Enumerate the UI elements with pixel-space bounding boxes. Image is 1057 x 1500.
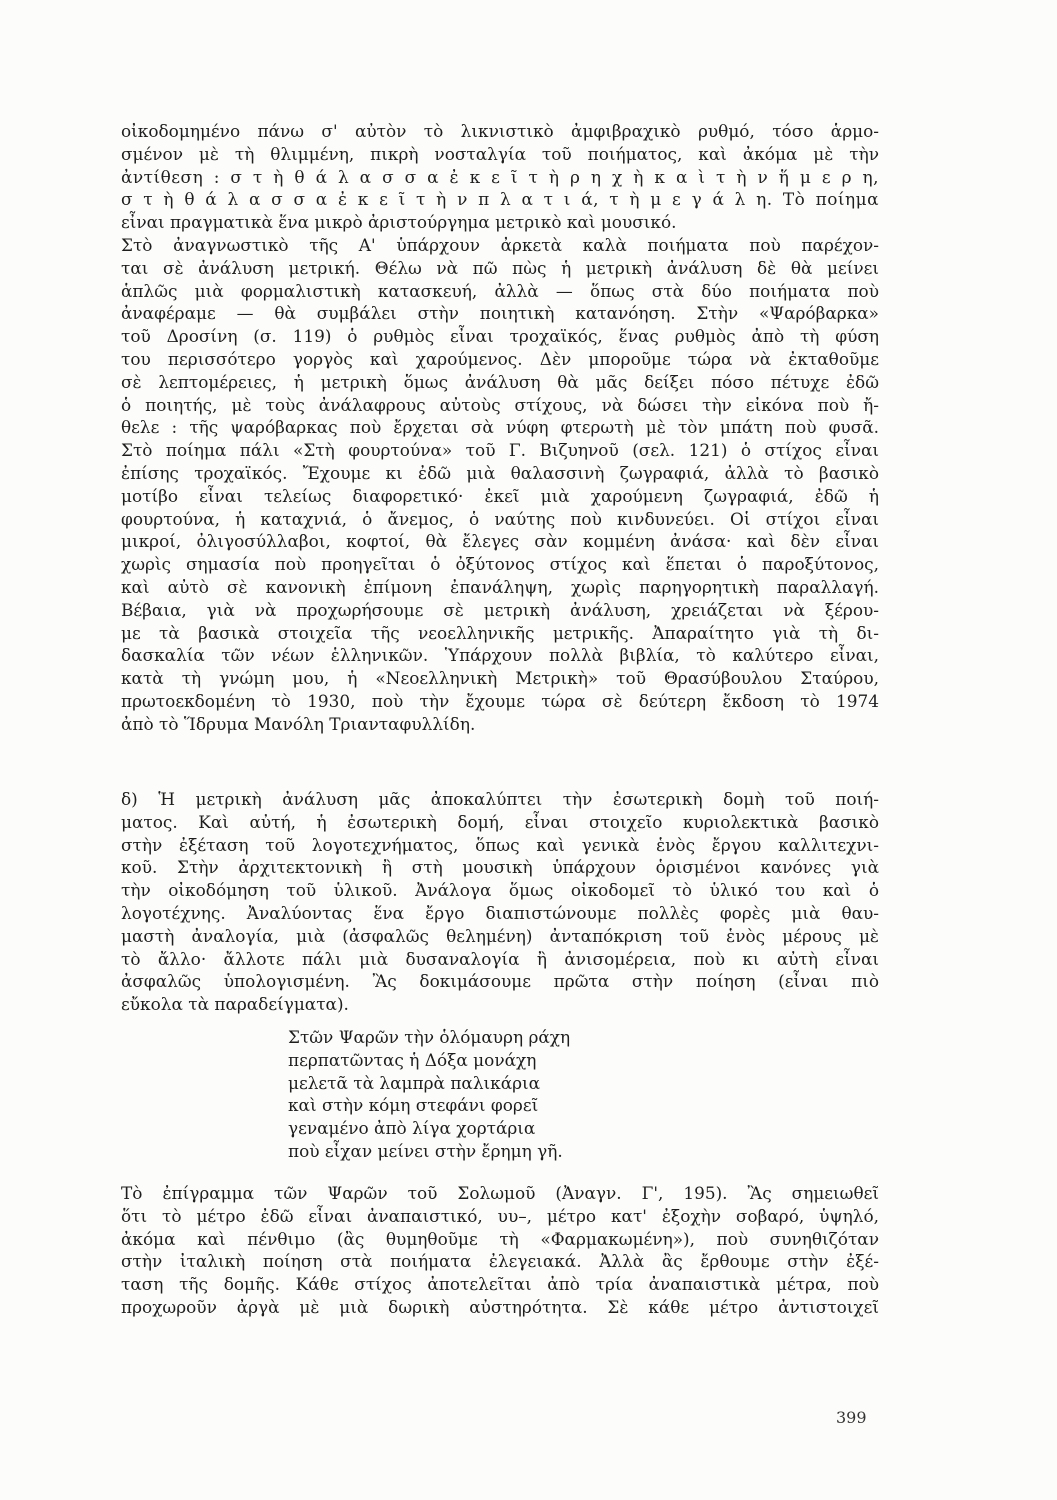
verse-line: Στῶν Ψαρῶν τὴν ὁλόμαυρη ράχη <box>288 1027 571 1047</box>
text-line: δ) Ἡ μετρικὴ ἀνάλυση μᾶς ἀποκαλύπτει τὴν ἐσωτερικὴ δομὴ τοῦ ποιή- <box>121 789 879 809</box>
text-line: Τὸ ἐπίγραμμα τῶν Ψαρῶν τοῦ Σολωμοῦ (Ἀναγν. Γ', 195). Ἂς σημειωθεῖ <box>121 1183 879 1203</box>
text-line: ὁ ποιητής, μὲ τοὺς ἀνάλαφρους αὐτοὺς στίχους, νὰ δώσει τὴν εἰκόνα ποὺ ἤ- <box>121 394 879 415</box>
text-line: οἰκοδομημένο πάνω σ' αὐτὸν τὸ λικνιστικὸ ἀμφιβραχικὸ ρυθμό, τόσο ἁρμο- <box>121 121 879 141</box>
text-line: στὴν ἐξέταση τοῦ λογοτεχνήματος, ὅπως καὶ γενικὰ ἑνὸς ἔργου καλλιτεχνι- <box>121 834 879 855</box>
text-line: προχωροῦν ἀργὰ μὲ μιὰ δωρικὴ αὐστηρότητα. Σὲ κάθε μέτρο ἀντιστοιχεῖ <box>121 1296 879 1317</box>
text-line: ἁπλῶς μιὰ φορμαλιστικὴ κατασκευή, ἀλλὰ — ὅπως στὰ δύο ποιήματα ποὺ <box>121 280 879 301</box>
text-line: σμένον μὲ τὴ θλιμμένη, πικρὴ νοσταλγία τοῦ ποιήματος, καὶ ἀκόμα μὲ τὴν <box>121 143 879 164</box>
text-line: ἀντίθεση : σ τ ὴ θ ά λ α σ σ α ἐ κ ε ῖ τ ὴ ρ η χ ὴ κ α ὶ τ ὴ ν ἥ μ ε ρ η, <box>121 166 879 187</box>
page-number: 399 <box>836 1408 867 1427</box>
text-line: εἶναι πραγματικὰ ἕνα μικρὸ ἀριστούργημα μετρικὸ καὶ μουσικό. <box>121 212 677 233</box>
text-line: ἀσφαλῶς ὑπολογισμένη. Ἂς δοκιμάσουμε πρῶτα στὴν ποίηση (εἶναι πιὸ <box>121 971 879 992</box>
text-line: πρωτοεκδομένη τὸ 1930, ποὺ τὴν ἔχουμε τώρα σὲ δεύτερη ἔκδοση τὸ 1974 <box>121 690 879 711</box>
text-line: τὴν οἰκοδόμηση τοῦ ὑλικοῦ. Ἀνάλογα ὅμως οἰκοδομεῖ τὸ ὑλικό του καὶ ὁ <box>121 880 879 901</box>
text-line: κοῦ. Στὴν ἀρχιτεκτονικὴ ἢ στὴ μουσικὴ ὑπάρχουν ὁρισμένοι κανόνες γιὰ <box>121 857 879 878</box>
text-line: φουρτούνα, ἡ καταχνιά, ὁ ἄνεμος, ὁ ναύτης ποὺ κινδυνεύει. Οἱ στίχοι εἶναι <box>121 508 879 529</box>
text-line: Βέβαια, γιὰ νὰ προχωρήσουμε σὲ μετρικὴ ἀνάλυση, χρειάζεται νὰ ξέρου- <box>121 599 879 620</box>
text-line: τὸ ἄλλο· ἄλλοτε πάλι μιὰ δυσαναλογία ἢ ἀνισομέρεια, ποὺ κι αὐτὴ εἶναι <box>121 948 879 969</box>
verse-line: γεναμένο ἀπὸ λίγα χορτάρια <box>288 1118 536 1139</box>
text-line: τοῦ Δροσίνη (σ. 119) ὁ ρυθμὸς εἶναι τροχαϊκός, ἕνας ρυθμὸς ἀπὸ τὴ φύση <box>121 326 879 347</box>
text-line: Στὸ ἀναγνωστικὸ τῆς Α' ὑπάρχουν ἀρκετὰ καλὰ ποιήματα ποὺ παρέχον- <box>121 234 879 255</box>
text-line: μαστὴ ἀναλογία, μιὰ (ἀσφαλῶς θελημένη) ἀνταπόκριση τοῦ ἑνὸς μέρους μὲ <box>121 925 879 946</box>
main-text-block-1 <box>121 120 879 736</box>
text-line: ται σὲ ἀνάλυση μετρική. Θέλω νὰ πῶ πὼς ἡ μετρικὴ ἀνάλυση δὲ θὰ μείνει <box>121 257 879 278</box>
text-line: θελε : τῆς ψαρόβαρκας ποὺ ἔρχεται σὰ νύφη φτερωτὴ μὲ τὸν μπάτη ποὺ φυσᾶ. <box>121 417 879 438</box>
poem-verse <box>288 1026 748 1163</box>
text-line: κατὰ τὴ γνώμη μου, ἡ «Νεοελληνικὴ Μετρικὴ» τοῦ Θρασύβουλου Σταύρου, <box>121 668 879 689</box>
main-text-block-3 <box>121 1182 879 1319</box>
text-line: μικροί, ὀλιγοσύλλαβοι, κοφτοί, θὰ ἔλεγες σὰν κομμένη ἀνάσα· καὶ δὲν εἶναι <box>121 531 879 552</box>
text-line: του περισσότερο γοργὸς καὶ χαρούμενος. Δὲν μποροῦμε τώρα νὰ ἐκταθοῦμε <box>121 348 879 369</box>
text-line: χωρὶς σημασία ποὺ προηγεῖται ὁ ὀξύτονος στίχος καὶ ἕπεται ὁ παροξύτονος, <box>121 554 879 575</box>
verse-line: περπατῶντας ἡ Δόξα μονάχη <box>288 1049 537 1070</box>
text-line: ἀναφέραμε — θὰ συμβάλει στὴν ποιητικὴ κατανόηση. Στὴν «Ψαρόβαρκα» <box>121 303 879 324</box>
verse-line: καὶ στὴν κόμη στεφάνι φορεῖ <box>288 1095 539 1116</box>
verse-line: μελετᾶ τὰ λαμπρὰ παλικάρια <box>288 1072 541 1093</box>
text-line: ἐπίσης τροχαϊκός. Ἔχουμε κι ἐδῶ μιὰ θαλασσινὴ ζωγραφιά, ἀλλὰ τὸ βασικὸ <box>121 462 879 483</box>
main-text-block-2 <box>121 788 879 1016</box>
text-line: ματος. Καὶ αὐτή, ἡ ἐσωτερικὴ δομή, εἶναι στοιχεῖο κυριολεκτικὰ βασικὸ <box>121 811 879 832</box>
text-line: ὅτι τὸ μέτρο ἐδῶ εἶναι ἀναπαιστικό, υυ–, μέτρο κατ' ἐξοχὴν σοβαρό, ὑψηλό, <box>121 1205 879 1226</box>
text-line: ἀκόμα καὶ πένθιμο (ἂς θυμηθοῦμε τὴ «Φαρμακωμένη»), ποὺ συνηθιζόταν <box>121 1228 879 1249</box>
text-line: λογοτέχνης. Ἀναλύοντας ἕνα ἔργο διαπιστώνουμε πολλὲς φορὲς μιὰ θαυ- <box>121 902 879 923</box>
text-line: σ τ ὴ θ ά λ α σ σ α ἐ κ ε ῖ τ ὴ ν π λ α τ ι ά, τ ὴ μ ε γ ά λ η. Τὸ ποίημα <box>121 189 879 210</box>
text-line: Στὸ ποίημα πάλι «Στὴ φουρτούνα» τοῦ Γ. Βιζυηνοῦ (σελ. 121) ὁ στίχος εἶναι <box>121 440 879 461</box>
text-line: εὔκολα τὰ παραδείγματα). <box>121 994 349 1015</box>
text-line: καὶ αὐτὸ σὲ κανονικὴ ἐπίμονη ἐπανάληψη, χωρὶς παρηγορητικὴ παραλλαγή. <box>121 576 879 597</box>
text-line: με τὰ βασικὰ στοιχεῖα τῆς νεοελληνικῆς μετρικῆς. Ἀπαραίτητο γιὰ τὴ δι- <box>121 622 879 643</box>
text-line: ταση τῆς δομῆς. Κάθε στίχος ἀποτελεῖται ἀπὸ τρία ἀναπαιστικὰ μέτρα, ποὺ <box>121 1274 879 1295</box>
text-line: ἀπὸ τὸ Ἵδρυμα Μανόλη Τριανταφυλλίδη. <box>121 713 476 734</box>
text-line: σὲ λεπτομέρειες, ἡ μετρικὴ ὅμως ἀνάλυση θὰ μᾶς δείξει πόσο πέτυχε ἐδῶ <box>121 371 879 392</box>
text-line: στὴν ἰταλικὴ ποίηση στὰ ποιήματα ἐλεγειακά. Ἀλλὰ ἂς ἔρθουμε στὴν ἐξέ- <box>121 1251 879 1272</box>
text-line: δασκαλία τῶν νέων ἑλληνικῶν. Ὑπάρχουν πολλὰ βιβλία, τὸ καλύτερο εἶναι, <box>121 645 879 666</box>
verse-line: ποὺ εἶχαν μείνει στὴν ἔρημη γῆ. <box>288 1140 563 1161</box>
text-line: μοτίβο εἶναι τελείως διαφορετικό· ἐκεῖ μιὰ χαρούμενη ζωγραφιά, ἐδῶ ἡ <box>121 485 879 506</box>
